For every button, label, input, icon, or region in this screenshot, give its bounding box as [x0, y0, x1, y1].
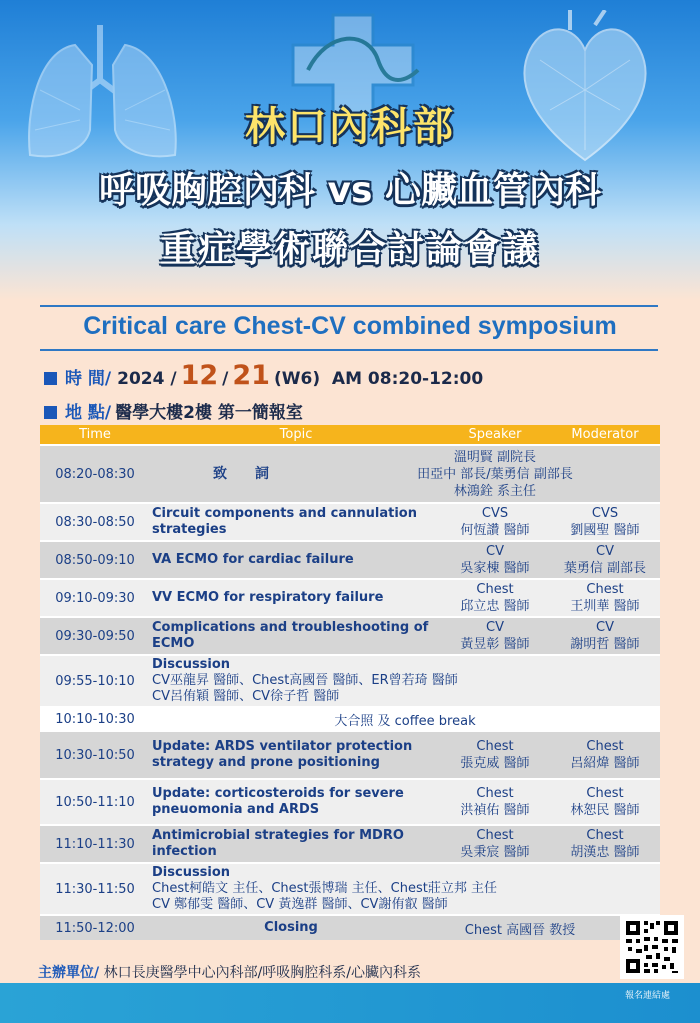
table-row	[40, 914, 660, 940]
time-info	[44, 360, 483, 391]
day: 21	[232, 360, 270, 391]
table-header	[40, 425, 660, 444]
row-moderator	[550, 581, 660, 615]
row-topic: Closing	[264, 920, 318, 935]
speaker-name: 張克威 醫師	[460, 756, 530, 771]
speaker-name: 吳家棟 醫師	[460, 561, 530, 576]
moderator-dept: Chest	[586, 786, 624, 801]
person: 田亞中 部長/葉勇信 副部長	[417, 466, 573, 482]
table-row	[40, 540, 660, 578]
row-topic: Discussion	[152, 865, 231, 880]
speaker-dept: CV	[486, 544, 504, 559]
table-row	[40, 862, 660, 914]
speaker-dept: Chest	[476, 828, 514, 843]
table-row	[40, 578, 660, 616]
moderator-name: 謝明哲 醫師	[570, 637, 640, 652]
organizer-name: 林口長庚醫學中心內科部/呼吸胸腔科系/心臟內科系	[103, 965, 422, 981]
date-separator: /	[222, 369, 229, 389]
row-time: 11:50-12:00	[55, 920, 135, 936]
schedule-table	[40, 425, 660, 940]
subtitle: Critical care Chest-CV combined symposium	[83, 312, 617, 340]
discussion-block	[150, 865, 660, 913]
row-topic: VA ECMO for cardiac failure	[152, 552, 354, 567]
row-topic: Update: ARDS ventilator protection strategy and prone positioning	[152, 739, 413, 770]
row-speaker	[440, 827, 550, 861]
discussion-line: CV呂侑穎 醫師、CV徐子哲 醫師	[152, 689, 340, 704]
moderator-name: 呂紹煒 醫師	[570, 756, 640, 771]
header-moderator: Moderator	[571, 427, 639, 442]
place: 醫學大樓2樓 第一簡報室	[115, 403, 303, 423]
square-bullet-icon	[44, 406, 57, 419]
title-line-2: 呼吸胸腔內科 vs 心臟血管內科	[99, 170, 601, 211]
table-row	[40, 502, 660, 540]
header-time: Time	[79, 427, 111, 442]
speaker-name: 黃昱彰 醫師	[460, 637, 530, 652]
row-speaker	[440, 785, 550, 819]
time-label: 時 間/	[65, 369, 112, 389]
header-topic: Topic	[279, 426, 313, 442]
table-row	[40, 616, 660, 654]
speaker-dept: Chest	[476, 786, 514, 801]
speaker-name: 吳秉宸 醫師	[460, 845, 530, 860]
row-moderator	[550, 543, 660, 577]
row-time: 10:30-10:50	[55, 747, 135, 763]
table-row	[40, 824, 660, 862]
place-label: 地 點/	[65, 403, 112, 423]
header-speaker: Speaker	[468, 427, 522, 442]
speaker-name: 邱立忠 醫師	[460, 599, 530, 614]
month: 12	[180, 360, 219, 391]
row-time: 11:30-11:50	[55, 881, 135, 897]
row-time: 10:50-11:10	[55, 794, 135, 810]
person: 溫明賢 副院長	[453, 449, 537, 465]
organizer-label: 主辦單位/	[38, 965, 100, 981]
moderator-name: 王圳華 醫師	[570, 599, 640, 614]
speaker-dept: Chest	[476, 739, 514, 754]
speaker-name: 何恆讚 醫師	[460, 523, 530, 538]
row-topic: VV ECMO for respiratory failure	[152, 590, 384, 605]
table-row	[40, 706, 660, 730]
row-time: 08:30-08:50	[55, 514, 135, 530]
row-time: 09:55-10:10	[55, 673, 135, 689]
row-moderator	[550, 827, 660, 861]
row-time: 11:10-11:30	[55, 836, 135, 852]
row-time: 09:10-09:30	[55, 590, 135, 606]
row-time: 10:10-10:30	[55, 711, 135, 727]
moderator-dept: CV	[596, 620, 614, 635]
discussion-line: CV巫龍昇 醫師、Chest高國晉 醫師、ER曾若琦 醫師	[152, 673, 458, 688]
table-row	[40, 730, 660, 778]
welcome-speakers	[330, 449, 660, 500]
row-moderator	[550, 785, 660, 819]
speaker-dept: CVS	[481, 506, 509, 521]
title-line-3: 重症學術聯合討論會議	[159, 229, 540, 270]
row-time: 08:20-08:30	[55, 466, 135, 482]
row-topic: 致 詞	[213, 466, 269, 482]
speaker-dept: CV	[486, 620, 504, 635]
weekday-time: (W6) AM 08:20-12:00	[273, 369, 484, 389]
year: 2024 /	[117, 369, 177, 389]
moderator-dept: CV	[596, 544, 614, 559]
speaker-name: 洪禎佑 醫師	[460, 803, 530, 818]
closing-speaker: Chest 高國晉 教授	[464, 922, 576, 938]
discussion-line: Chest柯皓文 主任、Chest張博瑞 主任、Chest莊立邦 主任	[152, 881, 497, 896]
row-speaker	[440, 738, 550, 772]
person: 林鴻銓 系主任	[453, 483, 537, 499]
moderator-dept: Chest	[586, 582, 624, 597]
organizer	[38, 962, 421, 982]
row-speaker	[440, 619, 550, 653]
row-speaker	[440, 581, 550, 615]
row-topic: Complications and troubleshooting of ECMO	[152, 620, 429, 651]
row-moderator	[550, 505, 660, 539]
discussion-block	[150, 657, 660, 705]
table-row	[40, 654, 660, 706]
discussion-line: CV 鄭郁雯 醫師、CV 黃逸群 醫師、CV謝侑叡 醫師	[152, 897, 448, 912]
moderator-dept: CVS	[591, 506, 619, 521]
title-block	[0, 95, 700, 272]
speaker-dept: Chest	[476, 582, 514, 597]
row-moderator	[550, 619, 660, 653]
moderator-dept: Chest	[586, 739, 624, 754]
moderator-name: 劉國聖 醫師	[570, 523, 640, 538]
row-time: 08:50-09:10	[55, 552, 135, 568]
moderator-name: 胡漢忠 醫師	[570, 845, 640, 860]
row-speaker	[440, 505, 550, 539]
place-info	[44, 398, 303, 423]
row-topic: Update: corticosteroids for severe pneuomonia and ARDS	[152, 786, 404, 817]
moderator-name: 林恕民 醫師	[570, 803, 640, 818]
moderator-name: 葉勇信 副部長	[563, 561, 647, 576]
row-topic: Antimicrobial strategies for MDRO infection	[152, 828, 404, 859]
qr-code-icon[interactable]	[620, 915, 684, 979]
qr-caption: 報名連結處	[625, 991, 671, 1001]
row-time: 09:30-09:50	[55, 628, 135, 644]
divider-bottom	[40, 349, 658, 351]
square-bullet-icon	[44, 372, 57, 385]
row-topic: Discussion	[152, 657, 231, 672]
break-label: 大合照 及 coffee break	[334, 713, 476, 729]
footer-bar	[0, 983, 700, 1023]
row-moderator	[550, 738, 660, 772]
divider-top	[40, 305, 658, 307]
moderator-dept: Chest	[586, 828, 624, 843]
table-row	[40, 778, 660, 824]
row-topic: Circuit components and cannulation strategies	[152, 506, 417, 537]
table-row	[40, 444, 660, 502]
title-line-1: 林口內科部	[245, 104, 455, 150]
row-speaker	[440, 543, 550, 577]
